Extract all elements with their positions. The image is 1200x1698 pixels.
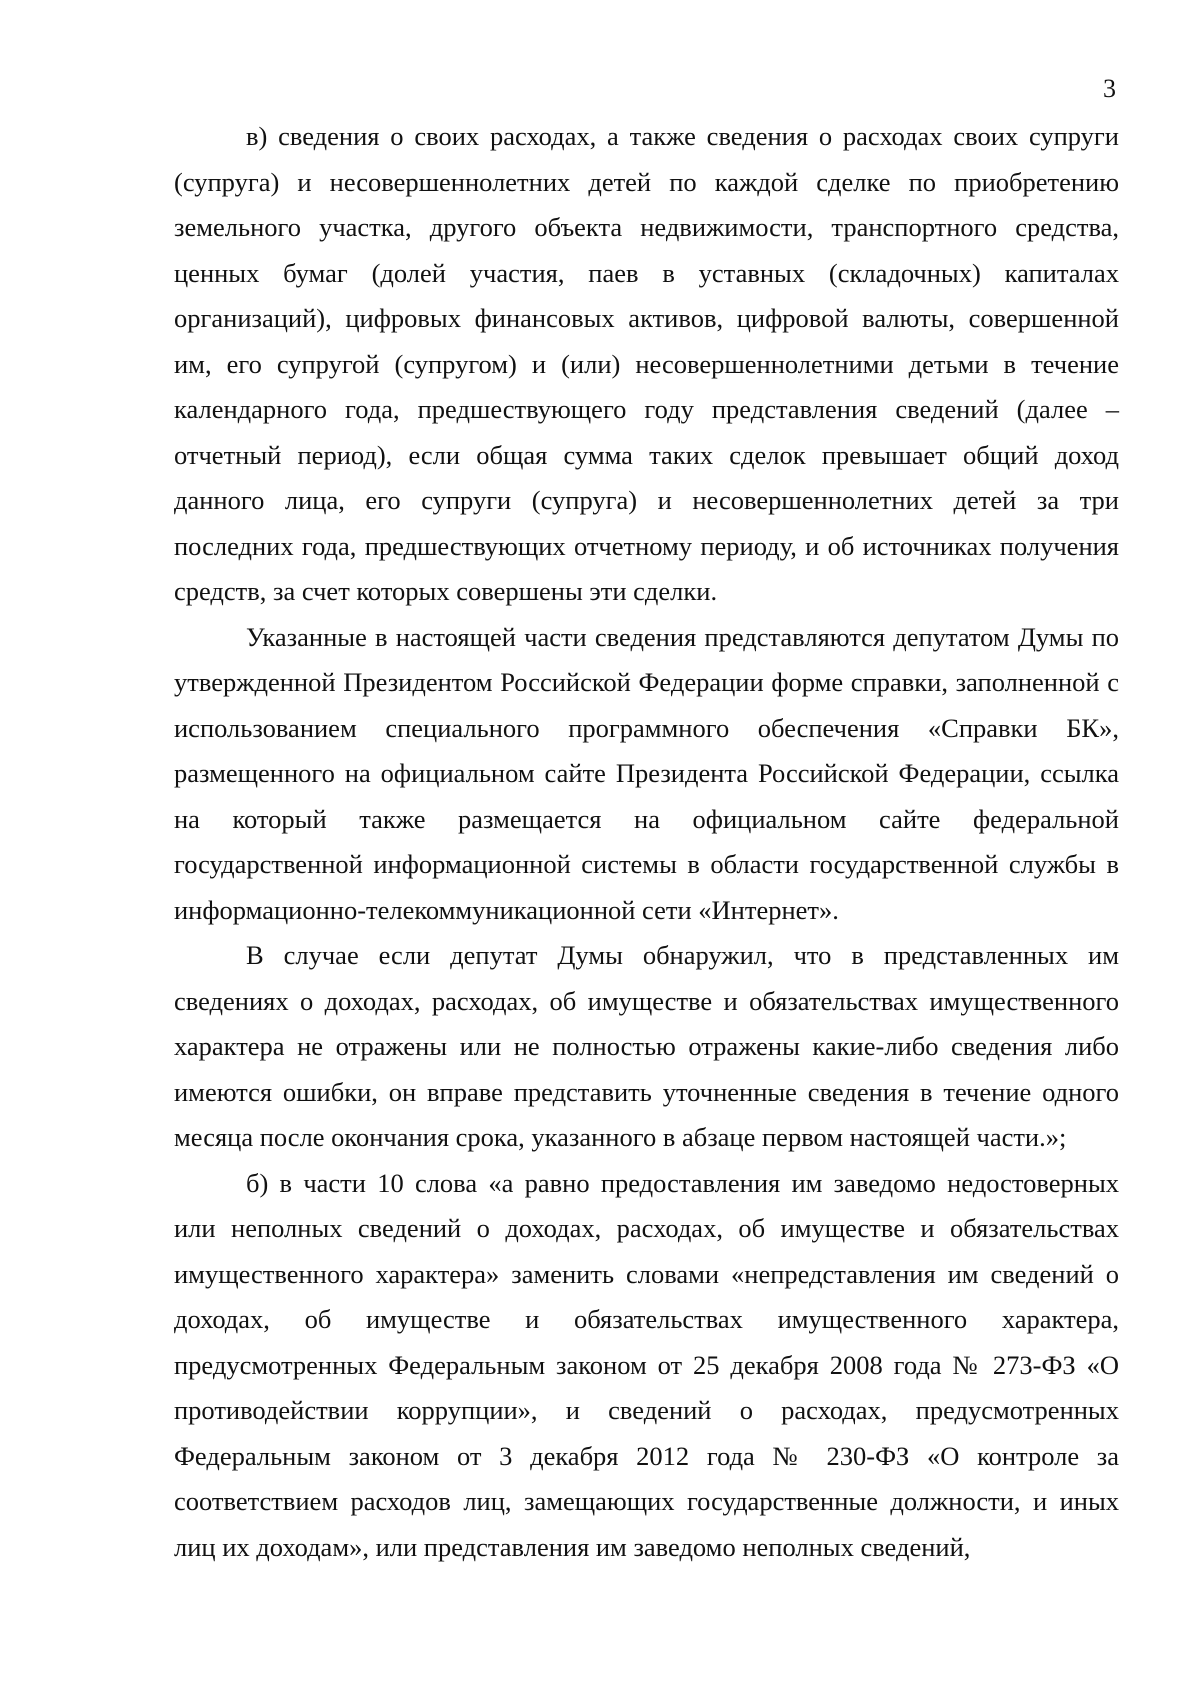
paragraph-expenses-info: в) сведения о своих расходах, а также сведения о расходах своих супруги (супруга) и несовершеннолетних детей по каждой сделке по приобретению земельного участка, другого объекта недвижимости, транспортного средства, ценных бумаг (долей участия, паев в уставных (складочных) капиталах организаций), цифровых финансовых активов, цифровой валюты, совершенной им, его супругой (супругом) и (или) несовершеннолетними детьми в течение календарного года, предшествующего году представления сведений (далее – отчетный период), если общая сумма таких сделок превышает общий доход данного лица, его супруги (супруга) и несовершеннолетних детей за три последних года, предшествующих отчетному периоду, и об источниках получения средств, за счет которых совершены эти сделки. [174, 121, 1119, 606]
paragraph-form-submission: Указанные в настоящей части сведения представляются депутатом Думы по утвержденной Президентом Российской Федерации форме справки, заполненной с использованием специального программного обеспечения «Справки БК», размещенного на официальном сайте Президента Российской Федерации, ссылка на который также размещается на официальном сайте федеральной государственной информационной системы в области государственной службы в информационно-телекоммуникационной сети «Интернет». [174, 621, 1119, 925]
document-body [174, 114, 1119, 1570]
paragraph-corrected-info: В случае если депутат Думы обнаружил, что в представленных им сведениях о доходах, расходах, об имуществе и обязательствах имущественного характера не отражены или не полностью отражены какие-либо сведения либо имеются ошибки, он вправе представить уточненные сведения в течение одного месяца после окончания срока, указанного в абзаце первом настоящей части.»; [174, 940, 1119, 1152]
page-number: 3 [1103, 74, 1116, 103]
paragraph-part-10-amendment: б) в части 10 слова «а равно предоставления им заведомо недостоверных или неполных сведений о доходах, расходах, об имуществе и обязательствах имущественного характера» заменить словами «непредставления им сведений о доходах, об имуществе и обязательствах имущественного характера, предусмотренных Федеральным законом от 25 декабря 2008 года № 273-ФЗ «О противодействии коррупции», и сведений о расходах, предусмотренных Федеральным законом от 3 декабря 2012 года № 230-ФЗ «О контроле за соответствием расходов лиц, замещающих государственные должности, и иных лиц их доходам», или представления им заведомо неполных сведений, [174, 1167, 1119, 1562]
